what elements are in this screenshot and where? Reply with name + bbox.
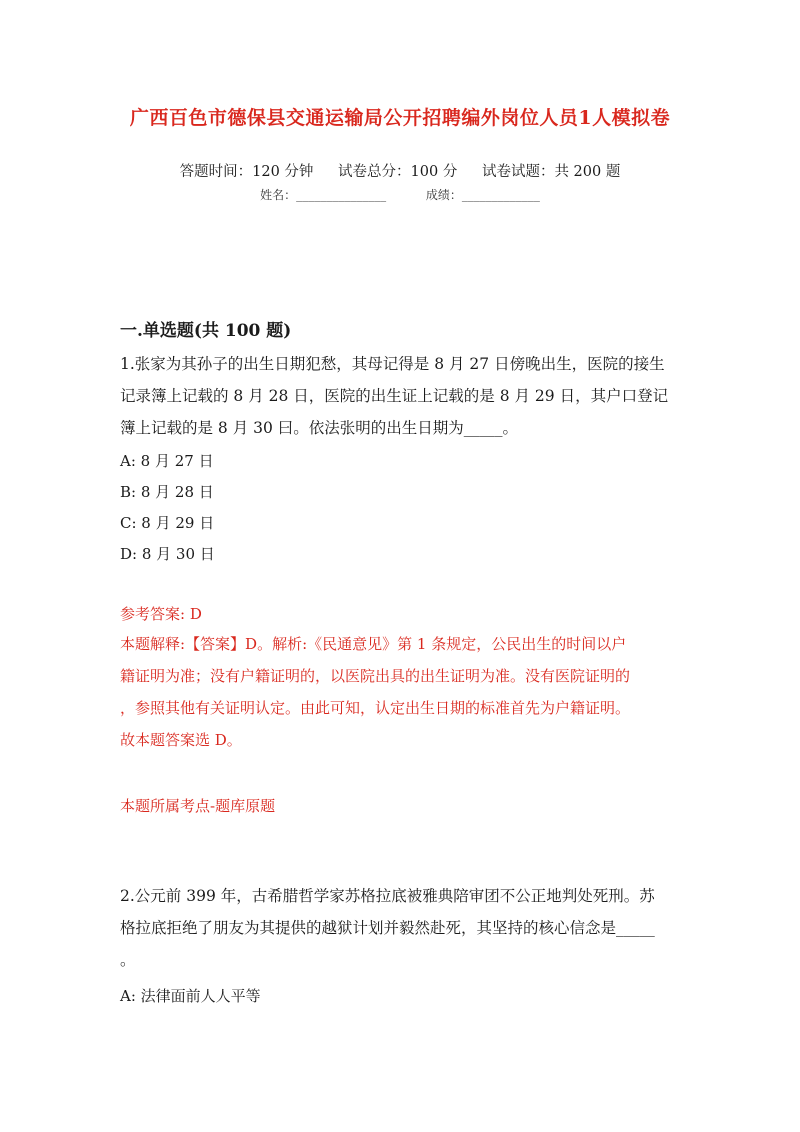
question-1-explanation-line-3: ，参照其他有关证明认定。由此可知，认定出生日期的标准首先为户籍证明。 — [120, 699, 631, 717]
question-1-option-c: C: 8 月 29 日 — [120, 514, 215, 532]
question-1-answer: 参考答案: D — [120, 605, 202, 623]
question-1-explanation-line-2: 籍证明为准；没有户籍证明的，以医院出具的出生证明为准。没有医院证明的 — [120, 667, 631, 685]
question-2-line-1: 2.公元前 399 年，古希腊哲学家苏格拉底被雅典陪审团不公正地判处死刑。苏 — [120, 887, 655, 905]
name-field: 姓名：_______________ — [260, 188, 387, 202]
question-1-line-3: 簿上记载的是 8 月 30 曰。依法张明的出生日期为_____。 — [120, 419, 519, 437]
exam-total-score: 试卷总分：100 分 — [338, 164, 458, 180]
question-1-option-d: D: 8 月 30 日 — [120, 545, 215, 563]
question-2-option-a: A: 法律面前人人平等 — [120, 987, 261, 1005]
question-1-explanation-line-4: 故本题答案选 D。 — [120, 731, 242, 749]
question-1-option-a: A: 8 月 27 日 — [120, 452, 214, 470]
exam-time: 答题时间：120 分钟 — [179, 164, 314, 180]
question-1-knowledge-point: 本题所属考点-题库原题 — [120, 797, 276, 815]
exam-question-count: 试卷试题：共 200 题 — [481, 164, 621, 180]
document-title: 广西百色市德保县交通运输局公开招聘编外岗位人员1人模拟卷 — [129, 107, 671, 129]
exam-meta — [0, 160, 800, 181]
question-1-line-2: 记录簿上记载的 8 月 28 日，医院的出生证上记载的是 8 月 29 日，其户口登记 — [120, 387, 669, 405]
question-1-line-1: 1.张家为其孙子的出生日期犯愁，其母记得是 8 月 27 日傍晚出生，医院的接生 — [120, 355, 665, 373]
question-1-explanation-line-1: 本题解释:【答案】D。解析:《民通意见》第 1 条规定，公民出生的时间以户 — [120, 635, 627, 653]
question-2-line-3: 。 — [120, 951, 136, 969]
name-score-row — [0, 186, 800, 203]
question-2-line-2: 格拉底拒绝了朋友为其提供的越狱计划并毅然赴死，其坚持的核心信念是_____ — [120, 919, 655, 937]
score-field: 成绩：_____________ — [425, 188, 540, 202]
section-heading: 一.单选题(共 100 题) — [120, 321, 292, 341]
question-1-option-b: B: 8 月 28 日 — [120, 483, 214, 501]
